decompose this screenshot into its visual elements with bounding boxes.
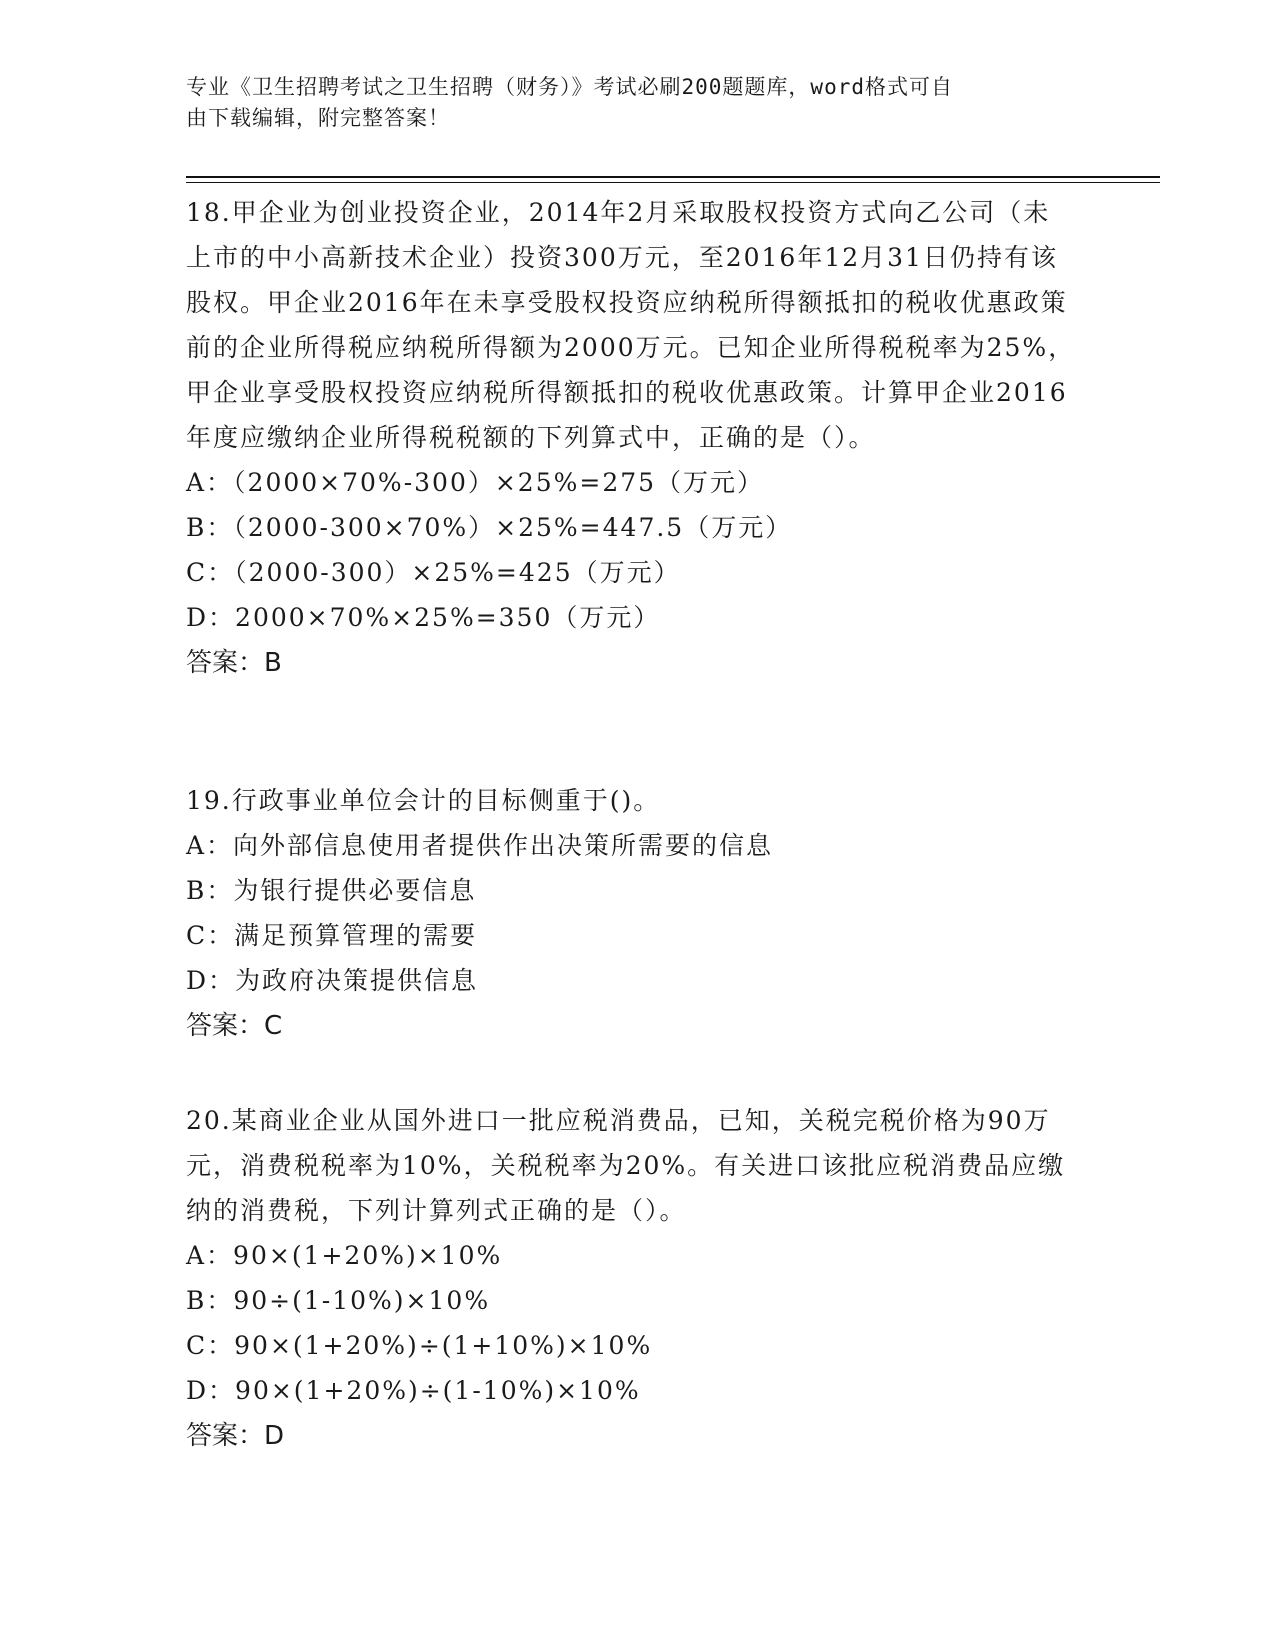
option-a: A：90×(1+20%)×10% [186,1241,503,1270]
question-19 [186,778,1076,1049]
header-line-1: 专业《卫生招聘考试之卫生招聘（财务）》考试必刷200题题库，word格式可自 [186,75,953,99]
answer: 答案：B [186,648,282,678]
question-18 [186,190,1076,686]
answer: 答案：C [186,1011,283,1041]
header-divider-thick [186,176,1160,178]
option-b: B：90÷(1-10%)×10% [186,1286,491,1315]
option-a: A：向外部信息使用者提供作出决策所需要的信息 [186,831,774,860]
option-c: C：90×(1+20%)÷(1+10%)×10% [186,1331,653,1360]
option-b: B：为银行提供必要信息 [186,876,477,905]
question-stem: 19.行政事业单位会计的目标侧重于()。 [186,786,661,815]
option-d: D：为政府决策提供信息 [186,966,479,995]
header-divider-thin [186,182,1160,183]
option-c: C：（2000-300）×25%=425（万元） [186,558,681,587]
question-20 [186,1098,1076,1459]
option-c: C：满足预算管理的需要 [186,921,478,950]
document-header [186,72,1086,134]
answer: 答案：D [186,1421,285,1451]
header-line-2: 由下载编辑，附完整答案！ [186,106,450,130]
option-d: D：2000×70%×25%=350（万元） [186,603,661,632]
option-b: B：（2000-300×70%）×25%=447.5（万元） [186,513,793,542]
question-stem: 18.甲企业为创业投资企业，2014年2月采取股权投资方式向乙公司（未上市的中小高新技术企业）投资300万元，至2016年12月31日仍持有该股权。甲企业2016年在未享受股权投资应纳税所得额抵扣的税收优惠政策前的企业所得税应纳税所得额为2000万元。已知企业所得税税率为25%，甲企业享受股权投资应纳税所得额抵扣的税收优惠政策。计算甲企业2016年度应缴纳企业所得税税额的下列算式中，正确的是（）。 [186,198,1076,452]
option-a: A：（2000×70%-300）×25%=275（万元） [186,468,765,497]
question-stem: 20.某商业企业从国外进口一批应税消费品，已知，关税完税价格为90万元，消费税税率为10%，关税税率为20%。有关进口该批应税消费品应缴纳的消费税，下列计算列式正确的是（）。 [186,1106,1066,1225]
option-d: D：90×(1+20%)÷(1-10%)×10% [186,1376,641,1405]
